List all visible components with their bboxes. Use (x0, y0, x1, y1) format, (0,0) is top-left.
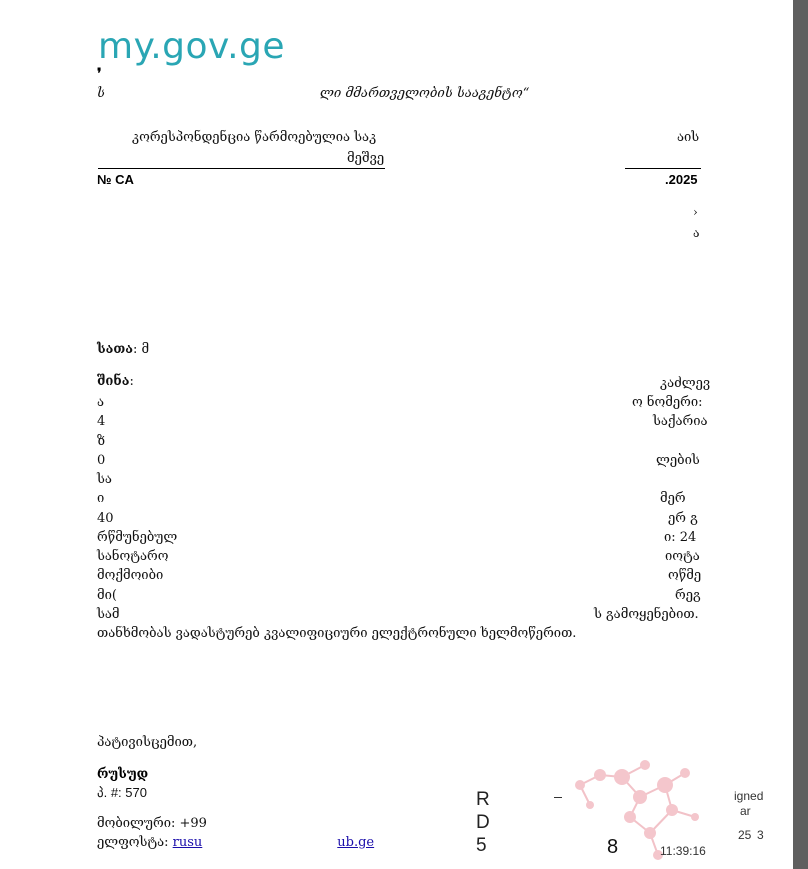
signed-fragment: ar (740, 804, 751, 818)
agency-suffix: ლი მმართველობის სააგენტო“ (319, 86, 530, 101)
stamp-letter-r: R (476, 789, 490, 810)
content-left-5: სა (97, 472, 112, 487)
header-rule-right (625, 168, 701, 169)
content-label-line (97, 374, 134, 389)
subject-value: მ (141, 342, 150, 357)
registration-date: .2025 (665, 172, 698, 187)
stamp-time: 11:39:16 (660, 844, 706, 858)
mygov-logo: my.gov.ge (98, 26, 286, 67)
signed-label: igned (734, 789, 764, 803)
redacted-gap (105, 87, 320, 97)
header-rule-left (98, 168, 385, 169)
content-left-6: ი (97, 491, 105, 506)
correspondence-line-2: მეშვე (347, 151, 385, 166)
content-left-12: სამ (97, 607, 120, 622)
content-left-7: 40 (97, 511, 114, 526)
right-fragment-2: ა (693, 226, 700, 240)
correspondence-line-1: კორესპონდენცია წარმოებულია საკ (132, 130, 377, 145)
content-right-2: საქარია (653, 414, 708, 429)
content-right-0: კაძლევ (660, 376, 711, 391)
email-link-start[interactable]: rusu (172, 835, 203, 850)
content-right-7: ერ გ (668, 511, 698, 526)
signer-id: პ. #: 570 (97, 785, 147, 800)
content-left-9: სანოტარო (97, 549, 169, 564)
subject-label: სათა (97, 342, 133, 357)
agency-line (97, 86, 529, 101)
signer-name: რუსუდ (97, 767, 149, 782)
content-colon: : (129, 374, 134, 389)
content-right-6: მერ (660, 491, 686, 506)
tick-mark: ❜ (97, 66, 102, 82)
content-left-2: 4 (97, 414, 106, 429)
content-right-12: ს გამოყენებით. (594, 607, 699, 622)
content-left-11: მი( (97, 588, 117, 603)
right-fragment-1: › (693, 205, 698, 219)
signer-email-line (97, 835, 374, 850)
stamp-letter-5: 5 (476, 835, 487, 856)
content-left-3: ზ (97, 434, 106, 449)
content-left-10: მოქმოიბი (97, 568, 164, 583)
email-label: ელფოსტა: (97, 835, 169, 850)
correspondence-line-1-end: აის (677, 130, 700, 145)
closing-phrase: პატივისცემით, (97, 735, 198, 750)
stamp-number-8: 8 (607, 836, 619, 858)
content-right-10: ოწმე (668, 568, 702, 583)
content-right-4: ლების (656, 453, 700, 468)
subject-colon: : (133, 342, 138, 357)
subject-line (97, 342, 149, 357)
stamp-letter-d: D (476, 812, 490, 833)
signer-mobile: მობილური: +99 (97, 816, 207, 831)
content-right-1: ო ნომერი: (632, 395, 703, 410)
content-label: შინა (97, 374, 130, 389)
content-right-9: იოტა (665, 549, 700, 564)
registration-number: № CA (97, 172, 134, 187)
content-last-line: თანხმობას ვადასტურებ კვალიფიციური ელექტრონული ხელმოწერით. (97, 626, 577, 641)
email-link-end[interactable]: ub.ge (337, 835, 375, 850)
stamp-trailing-digit: 3 (757, 828, 764, 842)
content-left-8: რწმუნებულ (97, 530, 178, 545)
agency-prefix: ს (97, 86, 105, 101)
content-right-11: რეგ (675, 588, 701, 603)
signature-seal-graphic (560, 755, 740, 869)
content-left-4: 0 (97, 453, 106, 468)
stamp-year-fragment: 25 (738, 828, 752, 842)
content-right-8: ი: 24 (664, 530, 697, 545)
content-left-1: ა (97, 395, 105, 410)
